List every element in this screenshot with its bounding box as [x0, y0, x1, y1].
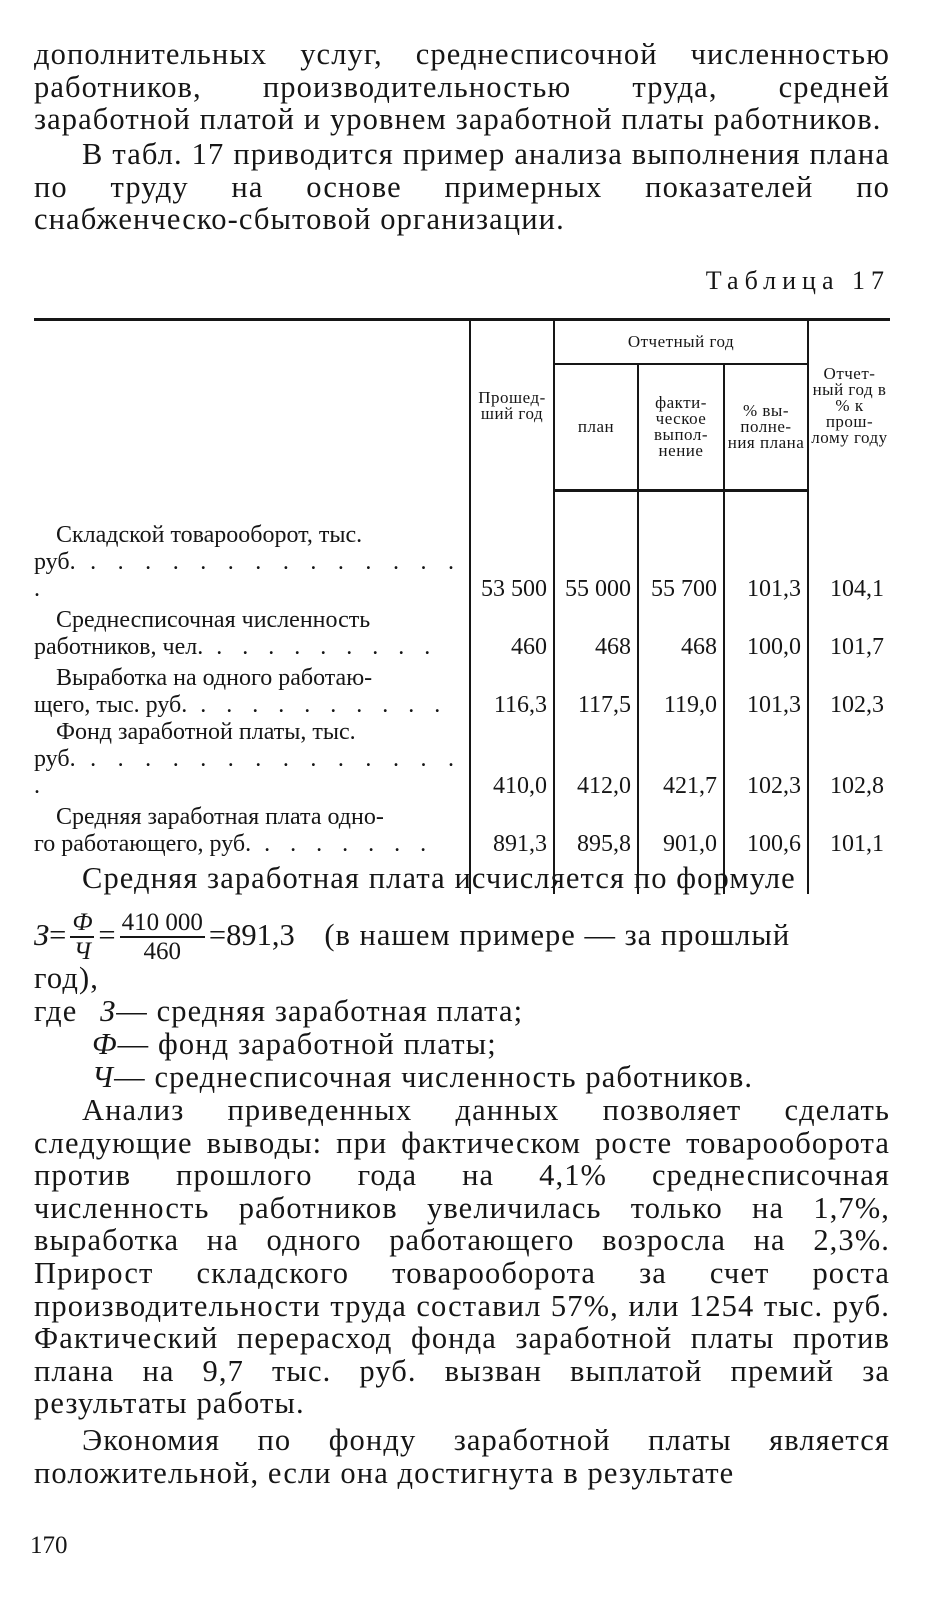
row-label-line2: работников, чел. — [34, 634, 204, 660]
row-label-line1: Среднесписочная численность — [56, 607, 371, 633]
cell-previous: 53 500 — [470, 522, 554, 603]
formula-note-end: год), — [34, 961, 99, 995]
legend-symbol-ch: Ч — [92, 1060, 115, 1094]
fraction-denominator: Ч — [73, 938, 91, 965]
legend-line-f — [92, 1028, 497, 1061]
labor-plan-table — [34, 318, 890, 894]
fraction-numerator: Ф — [72, 909, 93, 936]
row-label-line1: Выработка на одного работаю- — [56, 665, 373, 691]
cell-percent-plan: 100,6 — [724, 800, 808, 858]
intro-paragraph-1: дополнительных услуг, среднесписочной численностью работников, производительностью труда, средней заработной платой и уровнем заработной платы работников. — [34, 37, 890, 137]
formula-intro: Средняя заработная плата исчисляется по формуле — [82, 861, 796, 895]
cell-actual: 119,0 — [638, 661, 724, 719]
cell-plan: 895,8 — [554, 800, 638, 858]
formula — [34, 909, 894, 965]
cell-previous: 410,0 — [470, 719, 554, 800]
cell-actual: 901,0 — [638, 800, 724, 858]
cell-previous: 891,3 — [470, 800, 554, 858]
header-plan: план — [554, 364, 638, 491]
legend-desc-ch: — среднесписочная численность работников. — [114, 1060, 754, 1094]
cell-percent-prev: 104,1 — [808, 522, 890, 603]
header-actual: факти-ческое выпол-нение — [638, 364, 724, 491]
row-label-line2: руб. — [34, 746, 76, 772]
row-label: Средняя заработная плата одно- го работающего, руб. . . . . . . . — [34, 800, 470, 858]
cell-percent-prev: 102,3 — [808, 661, 890, 719]
legend-where: где — [34, 994, 78, 1028]
formula-lhs: З — [34, 918, 50, 952]
cell-percent-prev: 102,8 — [808, 719, 890, 800]
analysis-paragraph-2: Экономия по фонду заработной платы является положительной, если она достигнута в результате — [34, 1423, 890, 1490]
cell-percent-prev: 101,1 — [808, 800, 890, 858]
legend-line-ch — [92, 1061, 753, 1094]
row-label-line2: го работающего, руб. — [34, 831, 252, 857]
cell-plan: 117,5 — [554, 661, 638, 719]
row-label: Выработка на одного работаю- щего, тыс. руб. . . . . . . . . . . — [34, 661, 470, 719]
legend-desc-f: — фонд заработной платы; — [117, 1027, 497, 1061]
cell-plan: 468 — [554, 603, 638, 661]
header-percent-plan: % вы-полне-ния плана — [724, 364, 808, 491]
table-row — [34, 719, 890, 800]
cell-actual: 55 700 — [638, 522, 724, 603]
cell-percent-plan: 101,3 — [724, 661, 808, 719]
cell-percent-prev: 101,7 — [808, 603, 890, 661]
formula-eq-2: = — [98, 918, 116, 952]
fraction-symbolic — [70, 910, 94, 966]
formula-eq: = — [49, 918, 67, 952]
row-label: Среднесписочная численность работников, чел. . . . . . . . . . — [34, 603, 470, 661]
cell-previous: 460 — [470, 603, 554, 661]
analysis-paragraph-1: Анализ приведенных данных позволяет сделать следующие выводы: при фактическом росте товарооборота против прошлого года на 4,1% среднесписочная численность работников увеличилась только на 1,7%, выработка на одного работающего возросла на 2,3%. Прирост складского товарооборота за счет роста производительности труда составил 57%, или 1254 тыс. руб. Фактический перерасход фонда заработной платы против плана на 9,7 тыс. руб. вызван выплатой премий за результаты работы. — [34, 1093, 890, 1421]
table-row — [34, 661, 890, 719]
row-label-line2: руб. — [34, 549, 76, 575]
legend-symbol-f: Ф — [92, 1027, 118, 1061]
page-number: 170 — [30, 1532, 68, 1559]
row-label: Фонд заработной платы, тыс. руб. . . . . . . . . . . . . . . . — [34, 719, 461, 799]
cell-previous: 116,3 — [470, 661, 554, 719]
table-row — [34, 800, 890, 858]
cell-percent-plan: 100,0 — [724, 603, 808, 661]
cell-percent-plan: 101,3 — [724, 522, 808, 603]
cell-plan: 55 000 — [554, 522, 638, 603]
legend-symbol-z: З — [100, 994, 117, 1028]
header-report-year-group: Отчетный год — [554, 320, 808, 365]
row-label-line1: Складской товарооборот, тыс. — [56, 522, 363, 548]
cell-actual: 468 — [638, 603, 724, 661]
fraction-numeric — [120, 910, 205, 966]
table-row — [34, 603, 890, 661]
legend-desc-z: — средняя заработная плата; — [116, 994, 524, 1028]
formula-note: (в нашем примере — за прошлый — [324, 918, 791, 952]
row-label-line1: Фонд заработной платы, тыс. — [56, 719, 356, 745]
header-indicator-blank — [34, 320, 470, 491]
formula-result: =891,3 — [208, 918, 295, 952]
table-row — [34, 522, 890, 603]
table-caption: Таблица 17 — [705, 266, 890, 295]
fraction-numerator: 410 000 — [121, 909, 203, 936]
legend-line-z — [34, 995, 523, 1028]
fraction-denominator: 460 — [143, 938, 181, 965]
intro-paragraph-2: В табл. 17 приводится пример анализа выполнения плана по труду на основе примерных показателей по снабженческо-сбытовой организации. — [34, 137, 890, 237]
cell-actual: 421,7 — [638, 719, 724, 800]
row-label: Складской товарооборот, тыс. руб. . . . . . . . . . . . . . . . — [34, 522, 461, 602]
header-report-vs-previous: Отчет-ный год в % к прош-лому году — [808, 320, 890, 491]
cell-plan: 412,0 — [554, 719, 638, 800]
row-label-line2: щего, тыс. руб. — [34, 692, 188, 718]
cell-percent-plan: 102,3 — [724, 719, 808, 800]
row-label-line1: Средняя заработная плата одно- — [56, 804, 384, 830]
header-previous-year: Прошед-ший год — [470, 320, 554, 491]
